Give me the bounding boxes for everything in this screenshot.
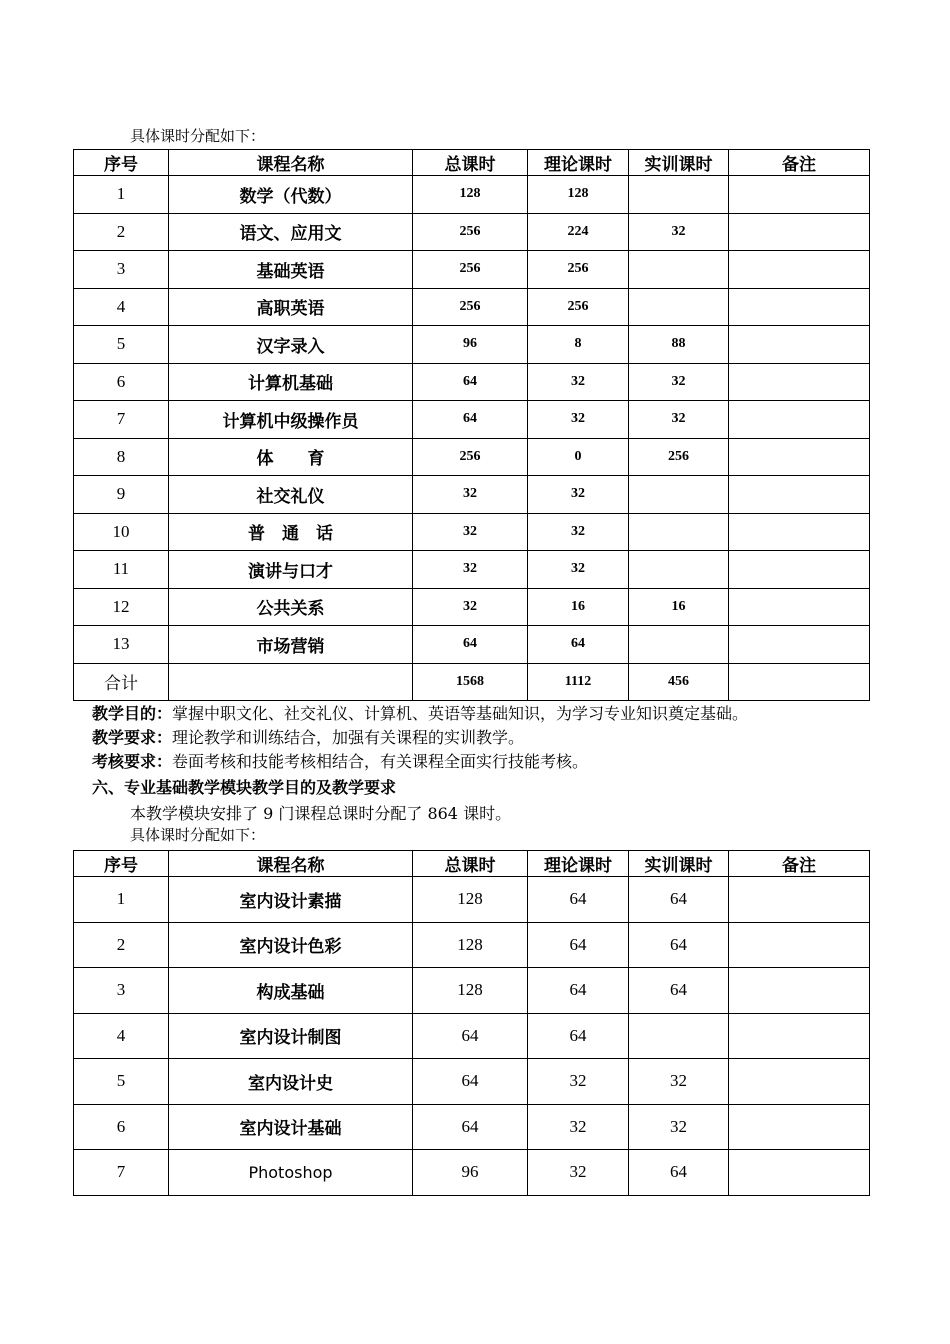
- teaching-goal-text: 掌握中职文化、社交礼仪、计算机、英语等基础知识，为学习专业知识奠定基础。: [172, 704, 749, 723]
- cell-index: 5: [74, 1059, 169, 1105]
- section-heading: 六、专业基础教学模块教学目的及教学要求: [92, 778, 397, 797]
- header-index: 序号: [74, 851, 169, 877]
- cell-notes: [729, 438, 870, 476]
- cell-course-name: 数学（代数）: [169, 176, 413, 214]
- exam-requirement: [92, 751, 588, 773]
- cell-index: 6: [74, 1104, 169, 1150]
- cell-practice-hours: 88: [629, 326, 729, 364]
- cell-total-hours: 64: [413, 1013, 528, 1059]
- cell-course-name: 计算机基础: [169, 363, 413, 401]
- cell-notes: [729, 251, 870, 289]
- table-row: [74, 438, 870, 476]
- cell-notes: [729, 288, 870, 326]
- cell-course-name: 汉字录入: [169, 326, 413, 364]
- header-course-name: 课程名称: [169, 150, 413, 176]
- teaching-goal: [92, 703, 748, 725]
- cell-total-hours: 128: [413, 922, 528, 968]
- cell-practice-hours: 256: [629, 438, 729, 476]
- cell-theory-hours: 256: [528, 288, 629, 326]
- cell-index: 5: [74, 326, 169, 364]
- cell-theory-hours: 64: [528, 1013, 629, 1059]
- table-row: [74, 626, 870, 664]
- cell-course-name: 公共关系: [169, 588, 413, 626]
- cell-theory-hours: 32: [528, 476, 629, 514]
- teaching-requirement: [92, 727, 524, 749]
- cell-theory-hours: 64: [528, 968, 629, 1014]
- cell-notes: [729, 1150, 870, 1196]
- table2-intro: 具体课时分配如下：: [130, 826, 266, 844]
- course-hours-table-general: [73, 149, 870, 701]
- table-row: [74, 363, 870, 401]
- cell-index: 7: [74, 401, 169, 439]
- cell-notes: [729, 626, 870, 664]
- header-notes: 备注: [729, 150, 870, 176]
- cell-theory-hours: 8: [528, 326, 629, 364]
- cell-theory-hours: 128: [528, 176, 629, 214]
- cell-notes: [729, 663, 870, 701]
- cell-theory-hours: 64: [528, 626, 629, 664]
- table-row: [74, 877, 870, 923]
- table-row: [74, 1059, 870, 1105]
- table-header-row: [74, 150, 870, 176]
- cell-course-name: 室内设计色彩: [169, 922, 413, 968]
- table-header-row: [74, 851, 870, 877]
- table-row: [74, 401, 870, 439]
- table-row: [74, 251, 870, 289]
- cell-course-name: 普 通 话: [169, 513, 413, 551]
- cell-practice-hours: 32: [629, 1104, 729, 1150]
- cell-notes: [729, 213, 870, 251]
- cell-total-hours: 1568: [413, 663, 528, 701]
- table-row: [74, 476, 870, 514]
- table1-intro: 具体课时分配如下：: [130, 127, 266, 145]
- cell-notes: [729, 401, 870, 439]
- cell-total-hours: 128: [413, 877, 528, 923]
- cell-notes: [729, 1059, 870, 1105]
- cell-total-hours: 64: [413, 626, 528, 664]
- header-practice-hours: 实训课时: [629, 851, 729, 877]
- cell-index: 2: [74, 922, 169, 968]
- cell-theory-hours: 32: [528, 1059, 629, 1105]
- course-hours-table-foundation: [73, 850, 870, 1196]
- cell-practice-hours: 64: [629, 877, 729, 923]
- cell-theory-hours: 32: [528, 401, 629, 439]
- cell-practice-hours: 32: [629, 401, 729, 439]
- exam-requirement-label: 考核要求：: [92, 752, 173, 771]
- cell-theory-hours: 32: [528, 1150, 629, 1196]
- cell-theory-hours: 0: [528, 438, 629, 476]
- cell-total-hours: 256: [413, 288, 528, 326]
- table-total-row: [74, 663, 870, 701]
- cell-index: 13: [74, 626, 169, 664]
- cell-index: 2: [74, 213, 169, 251]
- cell-practice-hours: [629, 551, 729, 589]
- header-index: 序号: [74, 150, 169, 176]
- cell-index: 9: [74, 476, 169, 514]
- cell-notes: [729, 922, 870, 968]
- cell-practice-hours: [629, 1013, 729, 1059]
- cell-practice-hours: 64: [629, 1150, 729, 1196]
- cell-theory-hours: 224: [528, 213, 629, 251]
- header-theory-hours: 理论课时: [528, 150, 629, 176]
- cell-total-hours: 128: [413, 176, 528, 214]
- cell-practice-hours: 64: [629, 922, 729, 968]
- cell-theory-hours: 64: [528, 922, 629, 968]
- cell-notes: [729, 326, 870, 364]
- cell-notes: [729, 363, 870, 401]
- cell-course-name: 构成基础: [169, 968, 413, 1014]
- cell-course-name: 高职英语: [169, 288, 413, 326]
- teaching-requirement-label: 教学要求：: [92, 728, 173, 747]
- teaching-goal-label: 教学目的：: [92, 704, 173, 723]
- table-row: [74, 1013, 870, 1059]
- cell-index: 3: [74, 251, 169, 289]
- cell-total-hours: 64: [413, 363, 528, 401]
- cell-practice-hours: 32: [629, 363, 729, 401]
- cell-practice-hours: 16: [629, 588, 729, 626]
- cell-notes: [729, 588, 870, 626]
- cell-index: 4: [74, 288, 169, 326]
- cell-practice-hours: [629, 513, 729, 551]
- table-row: [74, 513, 870, 551]
- cell-course-name: [169, 663, 413, 701]
- cell-course-name: Photoshop: [169, 1150, 413, 1196]
- table-row: [74, 326, 870, 364]
- teaching-requirement-text: 理论教学和训练结合，加强有关课程的实训教学。: [172, 728, 525, 747]
- cell-practice-hours: 64: [629, 968, 729, 1014]
- cell-practice-hours: 32: [629, 213, 729, 251]
- cell-total-hours: 32: [413, 551, 528, 589]
- cell-practice-hours: [629, 476, 729, 514]
- cell-theory-hours: 64: [528, 877, 629, 923]
- cell-notes: [729, 476, 870, 514]
- cell-total-hours: 96: [413, 1150, 528, 1196]
- cell-theory-hours: 1112: [528, 663, 629, 701]
- cell-practice-hours: [629, 176, 729, 214]
- table-row: [74, 1104, 870, 1150]
- table-row: [74, 288, 870, 326]
- table-row: [74, 551, 870, 589]
- cell-total-hours: 64: [413, 1059, 528, 1105]
- cell-notes: [729, 1104, 870, 1150]
- cell-course-name: 语文、应用文: [169, 213, 413, 251]
- table-row: [74, 176, 870, 214]
- cell-notes: [729, 877, 870, 923]
- cell-total-hours: 256: [413, 438, 528, 476]
- cell-theory-hours: 16: [528, 588, 629, 626]
- cell-course-name: 室内设计基础: [169, 1104, 413, 1150]
- cell-total-hours: 256: [413, 251, 528, 289]
- table-row: [74, 1150, 870, 1196]
- header-course-name: 课程名称: [169, 851, 413, 877]
- cell-practice-hours: 456: [629, 663, 729, 701]
- cell-course-name: 体 育: [169, 438, 413, 476]
- table-row: [74, 588, 870, 626]
- cell-total-hours: 64: [413, 1104, 528, 1150]
- exam-requirement-text: 卷面考核和技能考核相结合，有关课程全面实行技能考核。: [172, 752, 589, 771]
- cell-course-name: 计算机中级操作员: [169, 401, 413, 439]
- cell-course-name: 室内设计素描: [169, 877, 413, 923]
- cell-course-name: 市场营销: [169, 626, 413, 664]
- table-row: [74, 968, 870, 1014]
- header-total-hours: 总课时: [413, 150, 528, 176]
- cell-index: 10: [74, 513, 169, 551]
- header-theory-hours: 理论课时: [528, 851, 629, 877]
- cell-notes: [729, 1013, 870, 1059]
- cell-theory-hours: 32: [528, 363, 629, 401]
- cell-theory-hours: 32: [528, 551, 629, 589]
- cell-theory-hours: 32: [528, 513, 629, 551]
- cell-index: 8: [74, 438, 169, 476]
- cell-course-name: 社交礼仪: [169, 476, 413, 514]
- cell-total-hours: 256: [413, 213, 528, 251]
- cell-index: 7: [74, 1150, 169, 1196]
- cell-total-hours: 64: [413, 401, 528, 439]
- cell-notes: [729, 551, 870, 589]
- cell-course-name: 室内设计史: [169, 1059, 413, 1105]
- cell-theory-hours: 256: [528, 251, 629, 289]
- header-total-hours: 总课时: [413, 851, 528, 877]
- cell-total-label: 合计: [74, 663, 169, 701]
- module-summary: 本教学模块安排了 9 门课程总课时分配了 864 课时。: [130, 804, 512, 823]
- cell-practice-hours: [629, 251, 729, 289]
- cell-index: 3: [74, 968, 169, 1014]
- cell-index: 11: [74, 551, 169, 589]
- cell-practice-hours: [629, 288, 729, 326]
- cell-total-hours: 128: [413, 968, 528, 1014]
- cell-index: 6: [74, 363, 169, 401]
- cell-index: 12: [74, 588, 169, 626]
- cell-theory-hours: 32: [528, 1104, 629, 1150]
- cell-notes: [729, 968, 870, 1014]
- table-row: [74, 922, 870, 968]
- cell-course-name: 演讲与口才: [169, 551, 413, 589]
- cell-course-name: 基础英语: [169, 251, 413, 289]
- cell-total-hours: 32: [413, 588, 528, 626]
- cell-index: 1: [74, 176, 169, 214]
- cell-practice-hours: 32: [629, 1059, 729, 1105]
- cell-total-hours: 32: [413, 513, 528, 551]
- header-practice-hours: 实训课时: [629, 150, 729, 176]
- header-notes: 备注: [729, 851, 870, 877]
- cell-total-hours: 96: [413, 326, 528, 364]
- cell-index: 1: [74, 877, 169, 923]
- cell-index: 4: [74, 1013, 169, 1059]
- cell-notes: [729, 176, 870, 214]
- cell-notes: [729, 513, 870, 551]
- cell-practice-hours: [629, 626, 729, 664]
- table-row: [74, 213, 870, 251]
- cell-course-name: 室内设计制图: [169, 1013, 413, 1059]
- cell-total-hours: 32: [413, 476, 528, 514]
